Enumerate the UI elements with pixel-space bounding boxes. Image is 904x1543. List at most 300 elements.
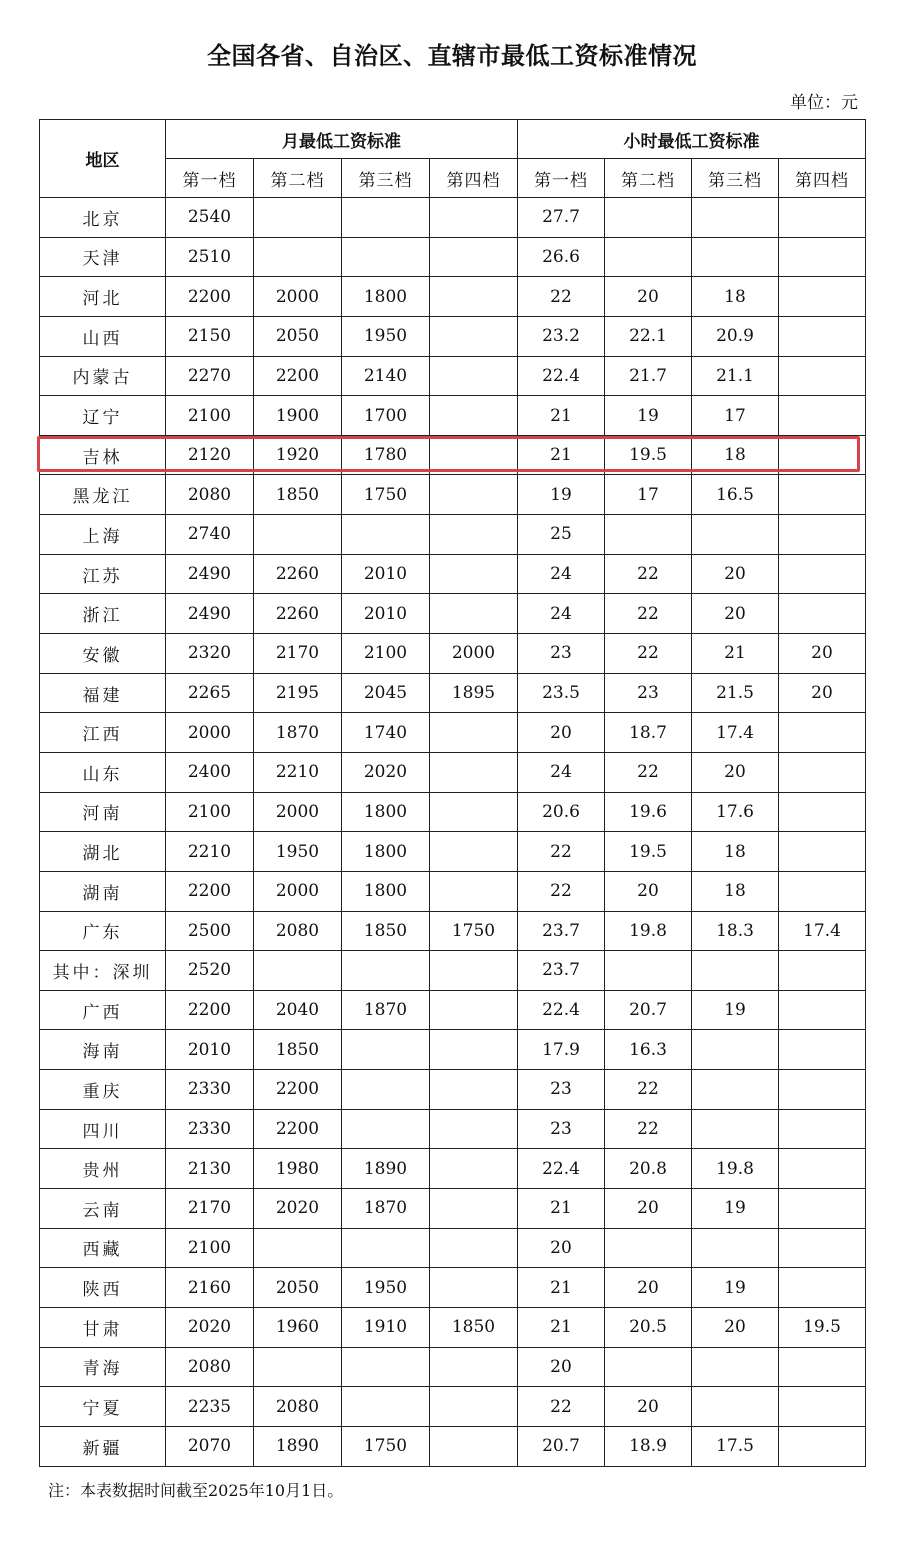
monthly-cell: 2100 <box>166 396 254 436</box>
region-cell: 北京 <box>40 198 166 238</box>
header-hourly-tier: 第四档 <box>779 159 866 198</box>
monthly-cell: 2170 <box>254 634 342 674</box>
monthly-cell: 2400 <box>166 752 254 792</box>
monthly-cell: 2150 <box>166 316 254 356</box>
monthly-cell: 2010 <box>342 594 430 634</box>
hourly-cell <box>779 316 866 356</box>
monthly-cell: 1870 <box>254 713 342 753</box>
unit-label: 单位：元 <box>790 93 858 113</box>
monthly-cell: 2000 <box>254 871 342 911</box>
header-hourly-tier: 第一档 <box>518 159 605 198</box>
table-row <box>40 1268 866 1308</box>
monthly-cell: 1910 <box>342 1307 430 1347</box>
region-cell: 云南 <box>40 1189 166 1229</box>
table-row <box>40 435 866 475</box>
monthly-cell <box>430 237 518 277</box>
monthly-cell: 2040 <box>254 990 342 1030</box>
monthly-cell <box>430 277 518 317</box>
monthly-cell: 2010 <box>342 554 430 594</box>
hourly-cell: 22 <box>518 832 605 872</box>
monthly-cell <box>430 475 518 515</box>
region-cell: 重庆 <box>40 1070 166 1110</box>
hourly-cell: 17 <box>605 475 692 515</box>
monthly-cell: 1960 <box>254 1307 342 1347</box>
table-row <box>40 1109 866 1149</box>
hourly-cell <box>779 871 866 911</box>
monthly-cell <box>342 198 430 238</box>
monthly-cell <box>254 515 342 555</box>
region-cell: 黑龙江 <box>40 475 166 515</box>
header-monthly-tier: 第三档 <box>342 159 430 198</box>
monthly-cell <box>342 1109 430 1149</box>
monthly-cell: 2500 <box>166 911 254 951</box>
monthly-cell: 2140 <box>342 356 430 396</box>
monthly-cell <box>254 951 342 991</box>
monthly-cell: 2170 <box>166 1189 254 1229</box>
table-row <box>40 1387 866 1427</box>
hourly-cell <box>692 1109 779 1149</box>
monthly-cell: 2020 <box>254 1189 342 1229</box>
region-cell: 天津 <box>40 237 166 277</box>
monthly-cell <box>342 1070 430 1110</box>
monthly-cell: 2100 <box>166 1228 254 1268</box>
monthly-cell: 2020 <box>342 752 430 792</box>
hourly-cell: 24 <box>518 594 605 634</box>
page-title: 全国各省、自治区、直辖市最低工资标准情况 <box>207 42 697 70</box>
hourly-cell <box>692 1387 779 1427</box>
hourly-cell: 22.4 <box>518 356 605 396</box>
region-cell: 甘肃 <box>40 1307 166 1347</box>
hourly-cell: 19 <box>692 990 779 1030</box>
monthly-cell: 1740 <box>342 713 430 753</box>
monthly-cell: 1870 <box>342 1189 430 1229</box>
hourly-cell: 20 <box>518 1347 605 1387</box>
table-row <box>40 752 866 792</box>
header-hourly: 小时最低工资标准 <box>518 120 866 159</box>
header-monthly-tier: 第一档 <box>166 159 254 198</box>
monthly-cell: 2330 <box>166 1070 254 1110</box>
hourly-cell <box>779 1268 866 1308</box>
hourly-cell: 20 <box>692 1307 779 1347</box>
monthly-cell: 2740 <box>166 515 254 555</box>
monthly-cell: 1800 <box>342 277 430 317</box>
hourly-cell: 17.9 <box>518 1030 605 1070</box>
hourly-cell: 21 <box>518 1268 605 1308</box>
table-row <box>40 1347 866 1387</box>
monthly-cell: 2100 <box>166 792 254 832</box>
hourly-cell: 23.2 <box>518 316 605 356</box>
monthly-cell: 2210 <box>166 832 254 872</box>
hourly-cell: 17.5 <box>692 1426 779 1466</box>
hourly-cell <box>779 1030 866 1070</box>
table-row <box>40 871 866 911</box>
hourly-cell <box>692 1070 779 1110</box>
region-cell: 福建 <box>40 673 166 713</box>
monthly-cell <box>430 198 518 238</box>
region-cell: 辽宁 <box>40 396 166 436</box>
hourly-cell: 23 <box>605 673 692 713</box>
region-cell: 四川 <box>40 1109 166 1149</box>
region-cell: 江苏 <box>40 554 166 594</box>
monthly-cell: 1890 <box>254 1426 342 1466</box>
footnote: 注：本表数据时间截至2025年10月1日。 <box>48 1481 344 1500</box>
monthly-cell <box>430 554 518 594</box>
table-row <box>40 237 866 277</box>
hourly-cell <box>779 951 866 991</box>
hourly-cell <box>779 1189 866 1229</box>
hourly-cell: 18 <box>692 871 779 911</box>
hourly-cell <box>692 237 779 277</box>
monthly-cell: 2200 <box>166 871 254 911</box>
hourly-cell: 20 <box>605 1189 692 1229</box>
monthly-cell: 1800 <box>342 832 430 872</box>
hourly-cell: 22 <box>605 1109 692 1149</box>
hourly-cell: 22 <box>605 554 692 594</box>
hourly-cell <box>779 792 866 832</box>
monthly-cell: 1950 <box>254 832 342 872</box>
monthly-cell: 1850 <box>342 911 430 951</box>
hourly-cell: 20.6 <box>518 792 605 832</box>
monthly-cell: 1700 <box>342 396 430 436</box>
monthly-cell <box>342 951 430 991</box>
hourly-cell: 21 <box>518 1307 605 1347</box>
monthly-cell <box>430 951 518 991</box>
hourly-cell: 22 <box>605 1070 692 1110</box>
monthly-cell <box>430 1109 518 1149</box>
hourly-cell <box>779 435 866 475</box>
monthly-cell <box>342 1228 430 1268</box>
table-row <box>40 1149 866 1189</box>
table-row <box>40 475 866 515</box>
monthly-cell <box>430 356 518 396</box>
monthly-cell: 2510 <box>166 237 254 277</box>
hourly-cell: 20 <box>605 277 692 317</box>
table-row <box>40 990 866 1030</box>
region-cell: 山西 <box>40 316 166 356</box>
monthly-cell: 1750 <box>342 1426 430 1466</box>
table-row <box>40 515 866 555</box>
monthly-cell: 2080 <box>166 475 254 515</box>
region-cell: 广东 <box>40 911 166 951</box>
monthly-cell <box>430 1228 518 1268</box>
monthly-cell: 2330 <box>166 1109 254 1149</box>
hourly-cell <box>605 515 692 555</box>
region-cell: 浙江 <box>40 594 166 634</box>
region-cell: 其中：深圳 <box>40 951 166 991</box>
hourly-cell <box>605 198 692 238</box>
hourly-cell: 16.3 <box>605 1030 692 1070</box>
hourly-cell: 20.5 <box>605 1307 692 1347</box>
hourly-cell: 23.7 <box>518 911 605 951</box>
monthly-cell: 2490 <box>166 594 254 634</box>
monthly-cell: 2200 <box>166 990 254 1030</box>
monthly-cell: 2160 <box>166 1268 254 1308</box>
monthly-cell: 2260 <box>254 554 342 594</box>
hourly-cell <box>692 198 779 238</box>
hourly-cell: 18.7 <box>605 713 692 753</box>
region-cell: 广西 <box>40 990 166 1030</box>
monthly-cell: 1800 <box>342 792 430 832</box>
hourly-cell: 19.6 <box>605 792 692 832</box>
monthly-cell <box>254 237 342 277</box>
hourly-cell: 20 <box>779 634 866 674</box>
hourly-cell: 20 <box>605 1387 692 1427</box>
monthly-cell: 1800 <box>342 871 430 911</box>
hourly-cell <box>779 277 866 317</box>
hourly-cell: 16.5 <box>692 475 779 515</box>
hourly-cell: 21 <box>518 396 605 436</box>
hourly-cell: 20 <box>518 713 605 753</box>
monthly-cell <box>430 316 518 356</box>
table-row <box>40 594 866 634</box>
hourly-cell <box>779 396 866 436</box>
hourly-cell <box>779 832 866 872</box>
monthly-cell: 2010 <box>166 1030 254 1070</box>
hourly-cell: 20 <box>605 1268 692 1308</box>
hourly-cell: 22.4 <box>518 1149 605 1189</box>
table-row <box>40 316 866 356</box>
hourly-cell: 20 <box>605 871 692 911</box>
hourly-cell: 20.8 <box>605 1149 692 1189</box>
hourly-cell <box>779 356 866 396</box>
monthly-cell: 2000 <box>166 713 254 753</box>
hourly-cell: 20.7 <box>605 990 692 1030</box>
wage-table-body <box>40 120 866 1467</box>
table-row <box>40 356 866 396</box>
hourly-cell <box>779 1387 866 1427</box>
region-cell: 新疆 <box>40 1426 166 1466</box>
hourly-cell <box>692 1228 779 1268</box>
hourly-cell: 21.5 <box>692 673 779 713</box>
monthly-cell: 2050 <box>254 1268 342 1308</box>
hourly-cell: 22.1 <box>605 316 692 356</box>
monthly-cell <box>342 515 430 555</box>
hourly-cell: 25 <box>518 515 605 555</box>
table-row <box>40 198 866 238</box>
hourly-cell <box>605 237 692 277</box>
hourly-cell: 21.7 <box>605 356 692 396</box>
hourly-cell <box>779 1228 866 1268</box>
monthly-cell: 2020 <box>166 1307 254 1347</box>
region-cell: 吉林 <box>40 435 166 475</box>
table-row <box>40 832 866 872</box>
monthly-cell: 2045 <box>342 673 430 713</box>
monthly-cell: 1895 <box>430 673 518 713</box>
monthly-cell: 2000 <box>254 792 342 832</box>
monthly-cell: 2210 <box>254 752 342 792</box>
monthly-cell <box>430 1387 518 1427</box>
hourly-cell: 19.5 <box>605 832 692 872</box>
monthly-cell <box>430 1268 518 1308</box>
hourly-cell <box>779 1149 866 1189</box>
monthly-cell <box>342 1387 430 1427</box>
hourly-cell: 20 <box>518 1228 605 1268</box>
monthly-cell: 2080 <box>166 1347 254 1387</box>
hourly-cell: 20 <box>692 594 779 634</box>
table-row <box>40 1426 866 1466</box>
monthly-cell: 2270 <box>166 356 254 396</box>
monthly-cell: 2520 <box>166 951 254 991</box>
monthly-cell: 2200 <box>254 1070 342 1110</box>
monthly-cell: 1890 <box>342 1149 430 1189</box>
monthly-cell <box>342 1030 430 1070</box>
monthly-cell: 1870 <box>342 990 430 1030</box>
monthly-cell: 2050 <box>254 316 342 356</box>
monthly-cell: 1950 <box>342 316 430 356</box>
region-cell: 江西 <box>40 713 166 753</box>
table-row <box>40 1189 866 1229</box>
hourly-cell <box>779 713 866 753</box>
header-hourly-tier: 第二档 <box>605 159 692 198</box>
hourly-cell: 19 <box>605 396 692 436</box>
hourly-cell: 21 <box>692 634 779 674</box>
hourly-cell <box>692 1347 779 1387</box>
hourly-cell: 22 <box>605 634 692 674</box>
hourly-cell <box>779 198 866 238</box>
region-cell: 陕西 <box>40 1268 166 1308</box>
region-cell: 湖北 <box>40 832 166 872</box>
monthly-cell: 2080 <box>254 1387 342 1427</box>
monthly-cell <box>430 1030 518 1070</box>
monthly-cell: 2130 <box>166 1149 254 1189</box>
monthly-cell: 2070 <box>166 1426 254 1466</box>
region-cell: 湖南 <box>40 871 166 911</box>
hourly-cell: 20 <box>779 673 866 713</box>
hourly-cell: 23.5 <box>518 673 605 713</box>
monthly-cell: 2200 <box>254 356 342 396</box>
table-row <box>40 277 866 317</box>
table-row <box>40 396 866 436</box>
hourly-cell: 20 <box>692 752 779 792</box>
hourly-cell: 19.8 <box>692 1149 779 1189</box>
hourly-cell <box>779 990 866 1030</box>
hourly-cell: 21.1 <box>692 356 779 396</box>
wage-table-container <box>39 119 866 1467</box>
monthly-cell: 2000 <box>254 277 342 317</box>
hourly-cell: 23 <box>518 634 605 674</box>
hourly-cell: 24 <box>518 554 605 594</box>
region-cell: 安徽 <box>40 634 166 674</box>
header-hourly-tier: 第三档 <box>692 159 779 198</box>
hourly-cell: 21 <box>518 435 605 475</box>
monthly-cell: 1920 <box>254 435 342 475</box>
hourly-cell: 22 <box>518 277 605 317</box>
region-cell: 青海 <box>40 1347 166 1387</box>
monthly-cell <box>430 990 518 1030</box>
hourly-cell: 27.7 <box>518 198 605 238</box>
monthly-cell <box>430 396 518 436</box>
monthly-cell: 2200 <box>254 1109 342 1149</box>
monthly-cell: 2490 <box>166 554 254 594</box>
monthly-cell <box>430 594 518 634</box>
hourly-cell: 18.3 <box>692 911 779 951</box>
monthly-cell: 1950 <box>342 1268 430 1308</box>
monthly-cell <box>254 198 342 238</box>
table-row <box>40 1228 866 1268</box>
monthly-cell: 2080 <box>254 911 342 951</box>
hourly-cell: 23 <box>518 1070 605 1110</box>
table-row <box>40 792 866 832</box>
monthly-cell <box>430 1149 518 1189</box>
monthly-cell <box>430 792 518 832</box>
table-row <box>40 951 866 991</box>
table-row <box>40 1070 866 1110</box>
hourly-cell <box>779 1070 866 1110</box>
region-cell: 海南 <box>40 1030 166 1070</box>
hourly-cell: 19.5 <box>605 435 692 475</box>
hourly-cell: 19.5 <box>779 1307 866 1347</box>
hourly-cell: 18 <box>692 832 779 872</box>
hourly-cell <box>605 951 692 991</box>
table-row <box>40 1307 866 1347</box>
monthly-cell: 2000 <box>430 634 518 674</box>
hourly-cell <box>605 1228 692 1268</box>
monthly-cell: 2200 <box>166 277 254 317</box>
monthly-cell: 1780 <box>342 435 430 475</box>
hourly-cell: 22 <box>518 871 605 911</box>
monthly-cell: 2540 <box>166 198 254 238</box>
header-region: 地区 <box>40 120 166 198</box>
monthly-cell <box>342 237 430 277</box>
hourly-cell: 19.8 <box>605 911 692 951</box>
monthly-cell: 2265 <box>166 673 254 713</box>
hourly-cell <box>779 515 866 555</box>
hourly-cell <box>779 554 866 594</box>
hourly-cell: 20.7 <box>518 1426 605 1466</box>
region-cell: 河北 <box>40 277 166 317</box>
hourly-cell: 20 <box>692 554 779 594</box>
hourly-cell: 24 <box>518 752 605 792</box>
hourly-cell: 17.6 <box>692 792 779 832</box>
monthly-cell: 2320 <box>166 634 254 674</box>
monthly-cell: 1850 <box>430 1307 518 1347</box>
hourly-cell <box>605 1347 692 1387</box>
hourly-cell <box>692 515 779 555</box>
region-cell: 山东 <box>40 752 166 792</box>
table-row <box>40 634 866 674</box>
hourly-cell <box>779 594 866 634</box>
monthly-cell: 2120 <box>166 435 254 475</box>
hourly-cell: 19 <box>518 475 605 515</box>
hourly-cell <box>779 237 866 277</box>
monthly-cell: 2235 <box>166 1387 254 1427</box>
monthly-cell <box>254 1228 342 1268</box>
hourly-cell: 17 <box>692 396 779 436</box>
monthly-cell <box>430 1426 518 1466</box>
hourly-cell: 18 <box>692 435 779 475</box>
hourly-cell <box>779 752 866 792</box>
hourly-cell: 23 <box>518 1109 605 1149</box>
hourly-cell: 19 <box>692 1189 779 1229</box>
header-row-categories <box>40 120 866 159</box>
hourly-cell: 22 <box>518 1387 605 1427</box>
monthly-cell: 1980 <box>254 1149 342 1189</box>
hourly-cell: 22 <box>605 752 692 792</box>
table-row <box>40 911 866 951</box>
hourly-cell <box>692 1030 779 1070</box>
monthly-cell: 1750 <box>342 475 430 515</box>
monthly-cell <box>430 515 518 555</box>
hourly-cell: 19 <box>692 1268 779 1308</box>
hourly-cell: 22.4 <box>518 990 605 1030</box>
monthly-cell: 2100 <box>342 634 430 674</box>
table-row <box>40 713 866 753</box>
monthly-cell <box>342 1347 430 1387</box>
table-row <box>40 1030 866 1070</box>
hourly-cell <box>779 1109 866 1149</box>
monthly-cell <box>430 752 518 792</box>
header-monthly-tier: 第二档 <box>254 159 342 198</box>
